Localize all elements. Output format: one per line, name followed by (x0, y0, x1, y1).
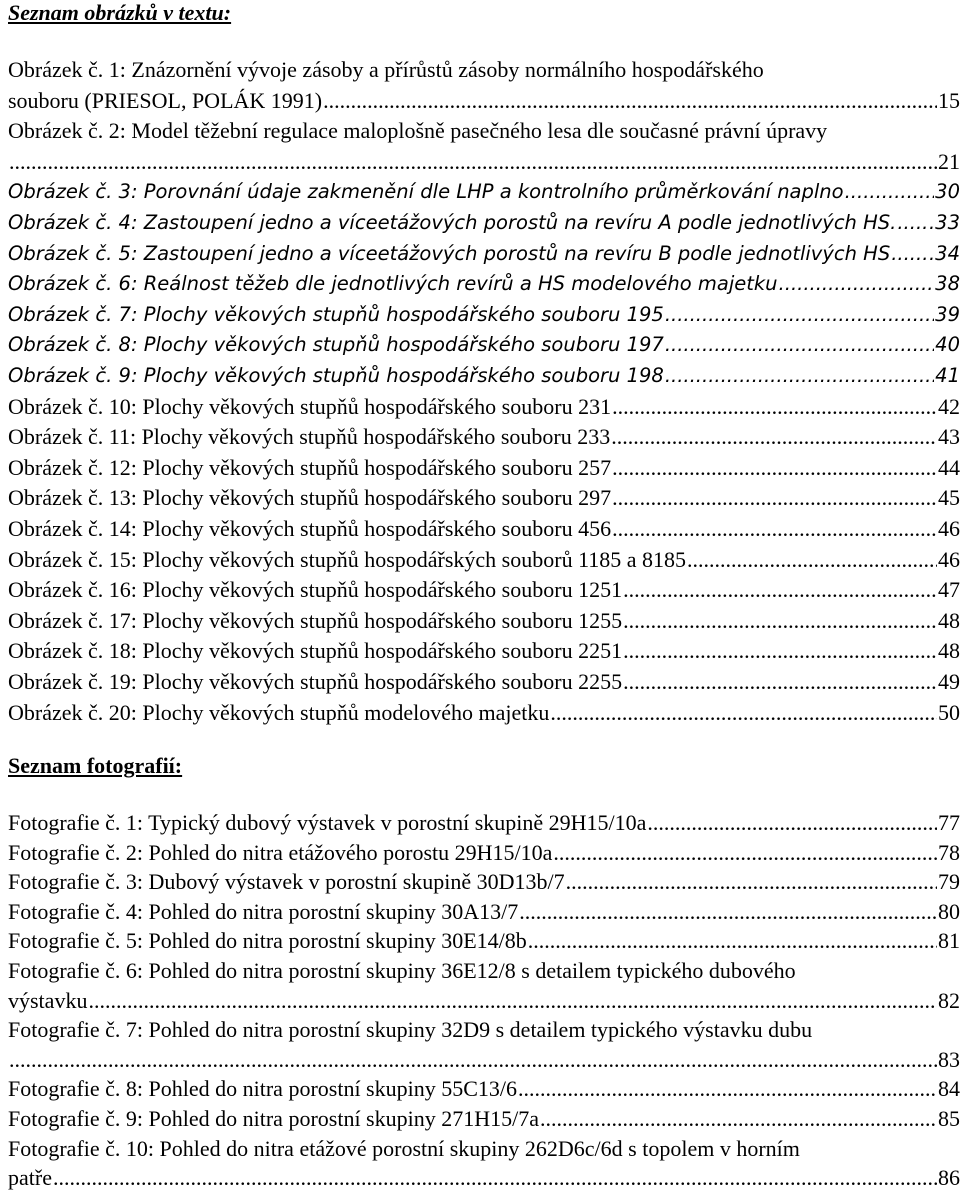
dot-leader (540, 1104, 937, 1134)
figure-entry-title: Obrázek č. 3: Porovnání údaje zakmenění dle LHP a kontrolního průměrkování naplno (8, 180, 844, 204)
photo-entry[interactable] (8, 897, 960, 927)
dot-leader (891, 239, 928, 269)
dot-leader (612, 514, 937, 544)
photo-entry[interactable] (8, 1045, 960, 1075)
photo-entry-title: Fotografie č. 1: Typický dubový výstavek v porostní skupině 29H15/10a (8, 810, 647, 835)
figure-entry-page-number: 38 (935, 272, 960, 296)
figure-entry-page-number: .34 (928, 241, 960, 265)
photo-entry-title: patře (8, 1165, 52, 1191)
photo-entry-title: Fotografie č. 8: Pohled do nitra porostní skupiny 55C13/6 (8, 1076, 518, 1102)
photo-entry-first-line: Fotografie č. 7: Pohled do nitra porostní skupiny 32D9 s detailem typického výstavku dubu (8, 1017, 813, 1043)
figure-entry-title: Obrázek č. 14: Plochy věkových stupňů hospodářského souboru 456 (8, 516, 612, 541)
photo-entry[interactable] (8, 1163, 960, 1193)
dot-leader (687, 545, 937, 575)
figure-entry[interactable] (8, 483, 960, 513)
figure-entry-page-number: 48 (938, 607, 960, 633)
figure-entry-page-number: 39 (935, 302, 960, 326)
figure-entry[interactable] (8, 361, 960, 391)
dot-leader (611, 422, 937, 452)
figure-entry-first-line: Obrázek č. 2: Model těžební regulace maloplošně pasečného lesa dle současné právní úpravy (8, 118, 828, 144)
dot-leader (623, 575, 937, 605)
dot-leader (897, 208, 928, 238)
photo-entry[interactable] (8, 808, 960, 838)
figure-entry[interactable] (8, 545, 960, 575)
photo-entry-page-number: 77 (938, 810, 960, 835)
dot-leader (665, 330, 934, 360)
photo-entry-title: Fotografie č. 5: Pohled do nitra porostní skupiny 30E14/8b (8, 928, 527, 954)
figure-entry-title: Obrázek č. 9: Plochy věkových stupňů hospodářského souboru 198 (8, 364, 664, 387)
dot-leader (88, 986, 937, 1016)
figure-entry[interactable] (8, 177, 960, 207)
figure-entry-title: Obrázek č. 15: Plochy věkových stupňů hospodářských souborů 1185 a 8185 (8, 546, 687, 572)
figure-entry[interactable] (8, 86, 960, 116)
photos-list-heading: Seznam fotografií: (8, 753, 183, 778)
figures-list-heading: Seznam obrázků v textu: (8, 0, 232, 25)
figure-entry-title: Obrázek č. 5: Zastoupení jedno a víceetážových porostů na revíru B podle jednotlivých HS (8, 241, 891, 265)
photo-entry-page-number: 78 (938, 839, 960, 865)
photo-entry-page-number: 84 (938, 1076, 960, 1102)
figure-entry[interactable] (8, 330, 960, 360)
figure-entry-title: Obrázek č. 10: Plochy věkových stupňů hospodářského souboru 231 (8, 393, 612, 419)
figure-entry[interactable] (8, 147, 960, 177)
dot-leader (779, 269, 935, 299)
photo-entry-page-number: 81 (938, 928, 960, 954)
figure-entry-page-number: 46 (938, 516, 960, 541)
dot-leader (623, 667, 937, 697)
dot-leader (9, 147, 937, 177)
figure-entry[interactable] (8, 667, 960, 697)
figure-entry[interactable] (8, 514, 960, 544)
photo-entry-page-number: 83 (938, 1046, 960, 1072)
photo-entry-page-number: 80 (938, 898, 960, 924)
photo-entry-title: Fotografie č. 9: Pohled do nitra porostní skupiny 271H15/7a (8, 1106, 539, 1131)
figure-entry-title: Obrázek č. 8: Plochy věkových stupňů hospodářského souboru 197 (8, 333, 664, 357)
dot-leader (553, 838, 937, 868)
dot-leader (612, 483, 937, 513)
figure-entry-page-number: 50 (938, 699, 960, 725)
figure-entry[interactable] (8, 636, 960, 666)
figure-entry-page-number: 49 (938, 669, 960, 694)
photo-entry[interactable] (8, 1074, 960, 1104)
figure-entry-title: Obrázek č. 12: Plochy věkových stupňů hospodářského souboru 257 (8, 454, 612, 480)
dot-leader (665, 300, 934, 330)
photo-entry[interactable] (8, 838, 960, 868)
figure-entry-page-number: 40 (935, 333, 960, 357)
photo-entry-title: výstavku (8, 987, 88, 1013)
figure-entry[interactable] (8, 239, 960, 269)
figure-entry[interactable] (8, 575, 960, 605)
dot-leader (53, 1163, 937, 1193)
dot-leader (518, 1074, 937, 1104)
dot-leader (323, 86, 937, 116)
photo-entry-title: Fotografie č. 2: Pohled do nitra etážového porostu 29H15/10a (8, 839, 553, 865)
figure-entry-title: Obrázek č. 4: Zastoupení jedno a víceetážových porostů na revíru A podle jednotlivých HS. (8, 211, 897, 234)
figure-entry-first-line: Obrázek č. 1: Znázornění vývoje zásoby a přírůstů zásoby normálního hospodářského (8, 57, 764, 82)
photo-entry-page-number: 79 (938, 869, 960, 895)
photo-entry[interactable] (8, 1104, 960, 1134)
figure-entry[interactable] (8, 606, 960, 636)
figure-entry[interactable] (8, 698, 960, 728)
figure-entry-title: Obrázek č. 18: Plochy věkových stupňů hospodářského souboru 2251 (8, 638, 623, 664)
figure-entry[interactable] (8, 269, 960, 299)
dot-leader (612, 392, 937, 422)
figure-entry[interactable] (8, 453, 960, 483)
figure-entry-title: Obrázek č. 17: Plochy věkových stupňů hospodářského souboru 1255 (8, 607, 623, 633)
photo-entry-first-line: Fotografie č. 6: Pohled do nitra porostní skupiny 36E12/8 s detailem typického dubového (8, 958, 796, 983)
figure-entry[interactable] (8, 208, 960, 238)
photo-entry[interactable] (8, 867, 960, 897)
dot-leader (623, 606, 937, 636)
figure-entry-page-number: .33 (928, 211, 960, 234)
photo-entry-title: Fotografie č. 3: Dubový výstavek v porostní skupině 30D13b/7 (8, 869, 565, 895)
photo-entry-page-number: 86 (938, 1165, 960, 1191)
dot-leader (623, 636, 937, 666)
photo-entry-page-number: 85 (938, 1106, 960, 1131)
figure-entry-title: Obrázek č. 16: Plochy věkových stupňů hospodářského souboru 1251 (8, 577, 623, 603)
dot-leader (9, 1045, 937, 1075)
dot-leader (519, 897, 937, 927)
figure-entry-title: Obrázek č. 7: Plochy věkových stupňů hospodářského souboru 195 (8, 302, 664, 326)
photo-entry-page-number: 82 (938, 987, 960, 1013)
figure-entry-title: Obrázek č. 13: Plochy věkových stupňů hospodářského souboru 297 (8, 485, 612, 511)
figure-entry-page-number: 43 (938, 424, 960, 450)
dot-leader (528, 926, 937, 956)
figure-entry[interactable] (8, 422, 960, 452)
dot-leader (665, 361, 934, 391)
figure-entry-title: Obrázek č. 6: Reálnost těžeb dle jednotlivých revírů a HS modelového majetku (8, 272, 778, 296)
figure-entry-page-number: 48 (938, 638, 960, 664)
figure-entry-page-number: 21 (938, 148, 960, 174)
figure-entry-page-number: 41 (935, 364, 960, 387)
photo-entry-first-line: Fotografie č. 10: Pohled do nitra etážové porostní skupiny 262D6c/6d s topolem v horním (8, 1135, 800, 1161)
dot-leader (612, 453, 937, 483)
figure-entry-page-number: 45 (938, 485, 960, 511)
figure-entry-page-number: 42 (938, 393, 960, 419)
figure-entry-page-number: 30 (935, 180, 960, 204)
figure-entry[interactable] (8, 392, 960, 422)
figure-entry-title: souboru (PRIESOL, POLÁK 1991) (8, 87, 323, 113)
dot-leader (550, 698, 937, 728)
figure-entry-title: Obrázek č. 19: Plochy věkových stupňů hospodářského souboru 2255 (8, 669, 623, 694)
figure-entry[interactable] (8, 300, 960, 330)
photo-entry-title: Fotografie č. 4: Pohled do nitra porostní skupiny 30A13/7 (8, 898, 519, 924)
photo-entry[interactable] (8, 926, 960, 956)
figure-entry-title: Obrázek č. 11: Plochy věkových stupňů hospodářského souboru 233 (8, 424, 611, 450)
figure-entry-page-number: 46 (938, 546, 960, 572)
photo-entry[interactable] (8, 986, 960, 1016)
figure-entry-title: Obrázek č. 20: Plochy věkových stupňů modelového majetku (8, 699, 550, 725)
figure-entry-page-number: 47 (938, 577, 960, 603)
figure-entry-page-number: 44 (938, 454, 960, 480)
figure-entry-page-number: 15 (938, 87, 960, 113)
dot-leader (647, 808, 937, 838)
dot-leader (845, 177, 935, 207)
dot-leader (566, 867, 937, 897)
